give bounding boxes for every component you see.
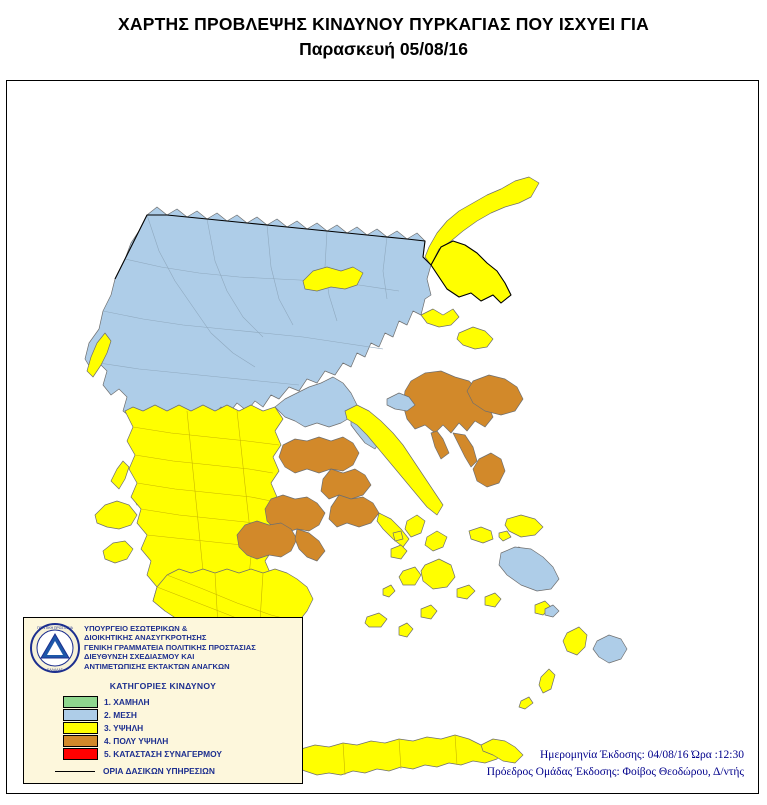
legend-swatch-alert <box>63 748 98 760</box>
legend-item-1[interactable] <box>63 696 297 708</box>
svg-text:ΠΟΛΙΤΙΚΗ ΠΡΟΣΤΑΣΙΑ: ΠΟΛΙΤΙΚΗ ΠΡΟΣΤΑΣΙΑ <box>37 626 73 630</box>
island-south-blue-b[interactable] <box>593 635 627 663</box>
legend-item-3[interactable] <box>63 722 297 734</box>
legend-label-3: 3. ΥΨΗΛΗ <box>104 723 144 733</box>
island-kefalonia[interactable] <box>95 501 137 529</box>
region-evia-south-tip[interactable] <box>377 513 409 547</box>
legend-header <box>29 622 297 674</box>
legend-swatch-very-high <box>63 735 98 747</box>
island-milos[interactable] <box>365 613 387 627</box>
island-lefkada[interactable] <box>111 461 129 489</box>
island-kea[interactable] <box>393 531 403 541</box>
island-tinos-mykonos[interactable] <box>425 531 447 551</box>
title-line-2: Παρασκευή 05/08/16 <box>299 39 468 59</box>
publication-date: Ημερομηνία Έκδοσης: 04/08/16 Ώρα :12:30 <box>539 749 744 761</box>
agency-line-3: ΓΕΝΙΚΗ ΓΡΑΜΜΑΤΕΙΑ ΠΟΛΙΤΙΚΗΣ ΠΡΟΣΤΑΣΙΑΣ <box>84 642 256 652</box>
agency-line-1: ΥΠΟΥΡΓΕΙΟ ΕΣΩΤΕΡΙΚΩΝ & <box>84 624 188 633</box>
agency-name <box>81 622 256 671</box>
legend-boundary-label: ΟΡΙΑ ΔΑΣΙΚΩΝ ΥΠΗΡΕΣΙΩΝ <box>103 766 215 776</box>
island-andros[interactable] <box>405 515 425 537</box>
island-santorini[interactable] <box>399 623 413 637</box>
publication-info <box>487 747 744 781</box>
page-title <box>0 14 767 60</box>
legend-item-2[interactable] <box>63 709 297 721</box>
legend-label-5: 5. ΚΑΤΑΣΤΑΣΗ ΣΥΝΑΓΕΡΜΟΥ <box>104 749 222 759</box>
legend-item-5[interactable] <box>63 748 297 760</box>
island-astypalaia[interactable] <box>485 593 501 607</box>
island-serifos[interactable] <box>383 585 395 597</box>
map-frame <box>6 80 759 794</box>
island-paros[interactable] <box>399 567 421 585</box>
title-line-1: ΧΑΡΤΗΣ ΠΡΟΒΛΕΨΗΣ ΚΙΝΔΥΝΟΥ ΠΥΡΚΑΓΙΑΣ ΠΟΥ ΙΣΧΥΕΙ ΓΙΑ <box>118 14 649 34</box>
island-rhodes[interactable] <box>563 627 587 655</box>
agency-line-5: ΑΝΤΙΜΕΤΩΠΙΣΗΣ ΕΚΤΑΚΤΩΝ ΑΝΑΓΚΩΝ <box>84 661 230 671</box>
civil-protection-emblem-icon <box>29 622 81 674</box>
region-epirus-macedonia[interactable] <box>85 207 431 419</box>
island-ikaria[interactable] <box>469 527 493 543</box>
island-karpathos[interactable] <box>539 669 555 693</box>
legend-items <box>29 696 297 760</box>
island-chios[interactable] <box>473 453 505 487</box>
island-karpathos-sea-blue[interactable] <box>499 547 559 591</box>
island-syros[interactable] <box>391 545 407 559</box>
legend-item-4[interactable] <box>63 735 297 747</box>
island-kasos[interactable] <box>519 697 533 709</box>
legend-swatch-high <box>63 722 98 734</box>
legend <box>23 617 303 784</box>
legend-title: ΚΑΤΗΓΟΡΙΕΣ ΚΙΝΔΥΝΟΥ <box>109 681 217 691</box>
legend-swatch-low <box>63 696 98 708</box>
agency-line-2: ΔΙΟΙΚΗΤΙΚΗΣ ΑΝΑΣΥΓΚΡΟΤΗΣΗΣ <box>84 633 207 643</box>
legend-label-4: 4. ΠΟΛΥ ΥΨΗΛΗ <box>104 736 169 746</box>
region-fthiotida-boeotia[interactable] <box>279 437 359 473</box>
region-boeotia-east[interactable] <box>321 469 371 499</box>
legend-swatch-medium <box>63 709 98 721</box>
island-leros-patmos[interactable] <box>499 531 511 541</box>
region-thrace-south-coast[interactable] <box>421 309 459 327</box>
svg-text:ΕΛΛΑΔΑΣ: ΕΛΛΑΔΑΣ <box>47 668 63 672</box>
forest-boundary-line-icon <box>55 771 95 772</box>
island-ios[interactable] <box>421 605 437 619</box>
island-amorgos[interactable] <box>457 585 475 599</box>
publication-author: Πρόεδρος Ομάδας Έκδοσης: Φοίβος Θεοδώρου, Δ/ντής <box>486 766 744 778</box>
region-chalkidiki-peninsula-a[interactable] <box>453 433 477 467</box>
island-zakynthos[interactable] <box>103 541 133 563</box>
island-samos[interactable] <box>505 515 543 537</box>
region-argolis-east[interactable] <box>295 529 325 561</box>
legend-label-2: 2. ΜΕΣΗ <box>104 710 137 720</box>
legend-label-1: 1. ΧΑΜΗΛΗ <box>104 697 150 707</box>
region-attica[interactable] <box>329 495 379 527</box>
island-naxos[interactable] <box>421 559 455 589</box>
legend-boundary-entry <box>29 766 297 776</box>
agency-line-4: ΔΙΕΥΘΥΝΣΗ ΣΧΕΔΙΑΣΜΟΥ ΚΑΙ <box>84 652 195 662</box>
region-chalkidiki-peninsula-b[interactable] <box>431 431 449 459</box>
island-crete[interactable] <box>289 735 503 775</box>
island-limnos[interactable] <box>457 327 493 349</box>
